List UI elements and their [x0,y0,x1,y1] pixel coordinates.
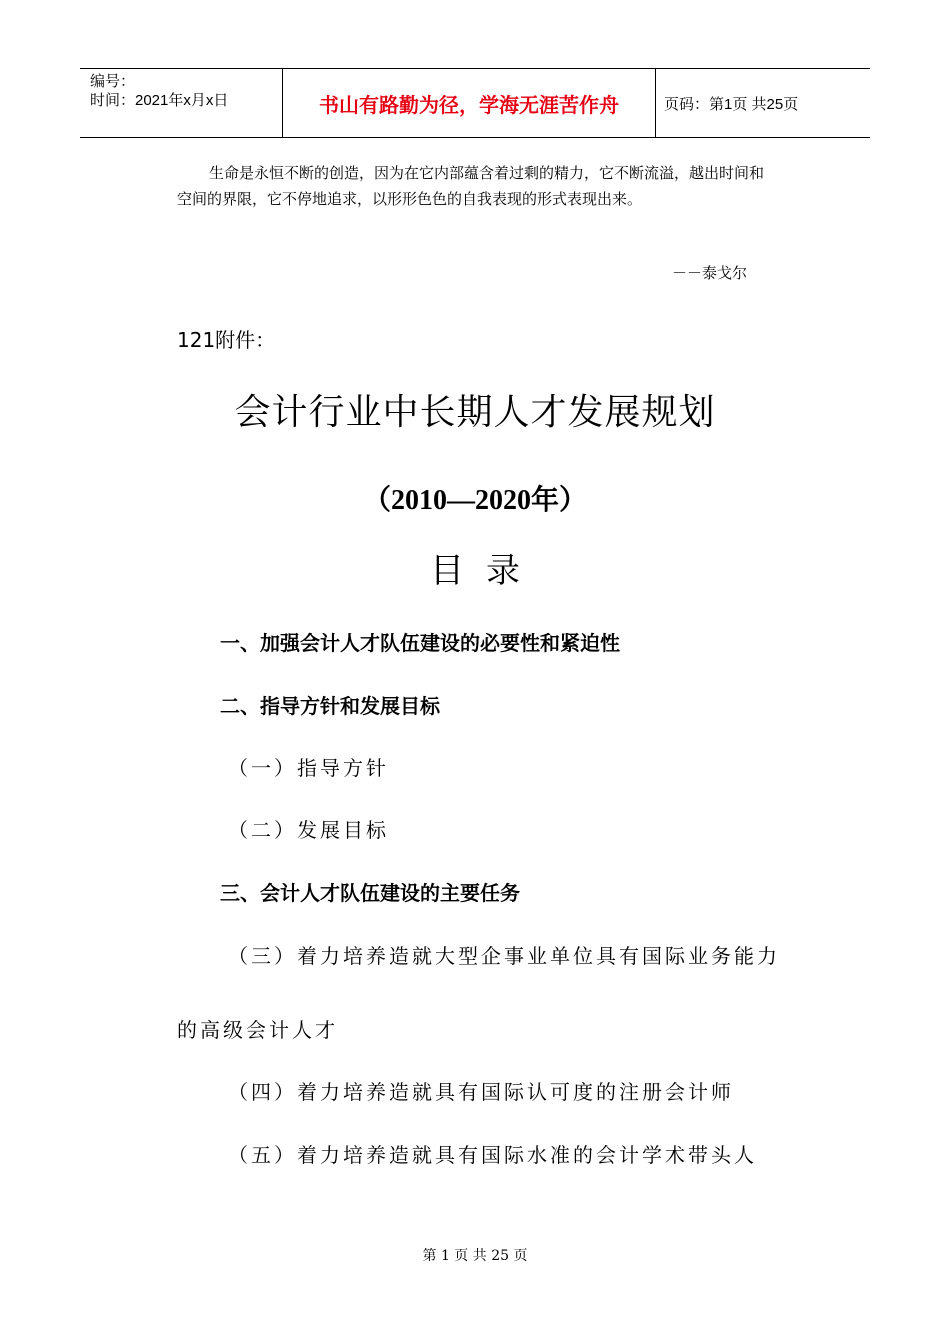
time-label: 时间：2021年x月x日 [90,92,229,109]
attachment-label: 121附件： [177,328,276,352]
toc-subsection-2-2[interactable]: （二）发展目标 [228,818,389,842]
page-footer: 第 1 页 共 25 页 [422,1248,528,1264]
toc-subsection-3-5[interactable]: （五）着力培养造就具有国际水准的会计学术带头人 [228,1143,757,1167]
toc-subsection-2-1[interactable]: （一）指导方针 [228,756,389,780]
toc-section-2[interactable]: 二、指导方针和发展目标 [220,694,440,718]
document-years: （2010—2020年） [362,485,587,516]
document-header [80,68,870,138]
document-title: 会计行业中长期人才发展规划 [234,392,716,433]
header-motto: 书山有路勤为径，学海无涯苦作舟 [282,69,656,137]
toc-section-1[interactable]: 一、加强会计人才队伍建设的必要性和紧迫性 [220,631,620,655]
header-page-info: 页码：第1页 共25页 [664,95,799,113]
epigraph-author: －－泰戈尔 [672,264,748,282]
epigraph [177,160,777,212]
epigraph-text: 生命是永恒不断的创造，因为在它内部蕴含着过剩的精力，它不断流溢，越出时间和空间的界限，它不停地追求，以形形色色的自我表现的形式表现出来。 [177,164,765,208]
toc-subsection-3-3[interactable]: （三）着力培养造就大型企事业单位具有国际业务能力 [228,944,780,968]
toc-section-3[interactable]: 三、会计人才队伍建设的主要任务 [220,881,520,905]
header-meta [80,69,282,137]
toc-heading: 目录 [430,551,542,591]
toc-subsection-3-3-continued: 的高级会计人才 [177,1018,338,1042]
toc-subsection-3-4[interactable]: （四）着力培养造就具有国际认可度的注册会计师 [228,1080,734,1104]
number-label: 编号： [90,73,136,90]
